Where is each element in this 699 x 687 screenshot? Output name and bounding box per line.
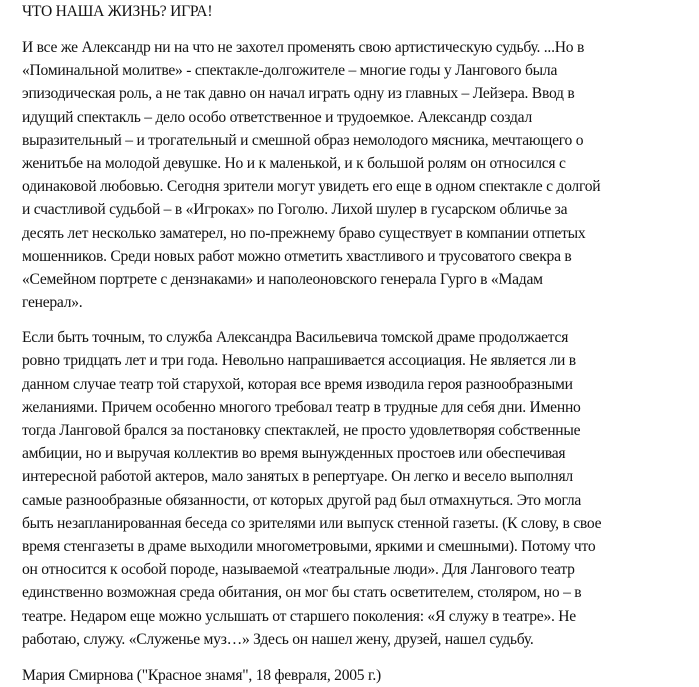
paragraph-line: И все же Александр ни на что не захотел променять свою артистическую судьбу. ...Но в: [22, 39, 585, 56]
spacer: [22, 651, 699, 664]
paragraph-line: десять лет несколько заматерел, но по-прежнему браво существует в компании отпетых: [22, 224, 586, 242]
paragraph-line: одинаковой любовью. Сегодня зрители могут увидеть его еще в одном спектакле с долгой: [22, 178, 601, 196]
paragraph-line: работаю, служу. «Служенье муз…» Здесь он нашел жену, друзей, нашел судьбу.: [22, 630, 534, 648]
paragraph-line: «Поминальной молитве» - спектакле-долгожителе – многие годы у Лангового была: [22, 62, 558, 80]
paragraph-line: «Семейном портрете с дензнаками» и наполеоновского генерала Гурго в «Мадам: [22, 270, 543, 288]
paragraph-line: генерал».: [22, 294, 83, 312]
article-title: ЧТО НАША ЖИЗНЬ? ИГРА!: [22, 3, 213, 20]
paragraph-line: интересной работой актеров, мало занятых в репертуаре. Он легко и весело выполнял: [22, 468, 573, 486]
paragraph-line: время стенгазеты в драме выходили многометровыми, яркими и смешными). Потому что: [22, 537, 596, 555]
paragraph-line: желаниями. Причем особенно многого требовал театр в трудные для себя дни. Именно: [22, 398, 581, 416]
paragraph-line: выразительный – и трогательный и смешной образ немолодого мясника, мечтающего о: [22, 131, 584, 149]
paragraph-line: данном случае театр той старухой, которая все время изводила героя разнообразными: [22, 375, 573, 393]
paragraph-line: амбиции, но и выручая коллектив во время вынужденных простоев или обеспечивая: [22, 445, 566, 463]
spacer: [22, 314, 699, 326]
paragraph-2: [22, 326, 699, 651]
spacer: [22, 23, 699, 36]
article-signature: Мария Смирнова ("Красное знамя", 18 февраля, 2005 г.): [22, 666, 381, 684]
paragraph-1: [22, 36, 699, 314]
paragraph-line: и счастливой судьбой – в «Игроках» по Гоголю. Лихой шулер в гусарском обличье за: [22, 201, 568, 219]
paragraph-line: тогда Ланговой брался за постановку спектаклей, не просто удовлетворяя собственные: [22, 422, 581, 439]
paragraph-line: театре. Недаром еще можно услышать от старшего поколения: «Я служу в театре». Не: [22, 607, 576, 625]
paragraph-line: женитьбе на молодой девушке. Но и к маленькой, и к большой ролям он относился с: [22, 154, 566, 172]
paragraph-line: ровно тридцать лет и три года. Невольно напрашивается ассоциация. Не является ли в: [22, 352, 576, 370]
paragraph-line: эпизодическая роль, а не так давно он начал играть одну из главных – Лейзера. Ввод в: [22, 85, 575, 103]
paragraph-line: единственно возможная среда обитания, он мог бы стать осветителем, столяром, но – в: [22, 584, 582, 602]
paragraph-line: Если быть точным, то служба Александра Васильевича томской драме продолжается: [22, 329, 569, 347]
paragraph-line: он относится к особой породе, называемой «театральные люди». Для Лангового театр: [22, 561, 575, 579]
paragraph-line: мошенников. Среди новых работ можно отметить хвастливого и трусоватого свекра в: [22, 247, 572, 265]
paragraph-line: самые разнообразные обязанности, от которых другой рад был отмахнуться. Это могла: [22, 491, 582, 509]
paragraph-line: идущий спектакль – дело особо ответственное и трудоемкое. Александр создал: [22, 108, 532, 126]
paragraph-line: быть незапланированная беседа со зрителями или выпуск стенной газеты. (К слову, в свое: [22, 514, 602, 532]
article: [22, 0, 699, 687]
